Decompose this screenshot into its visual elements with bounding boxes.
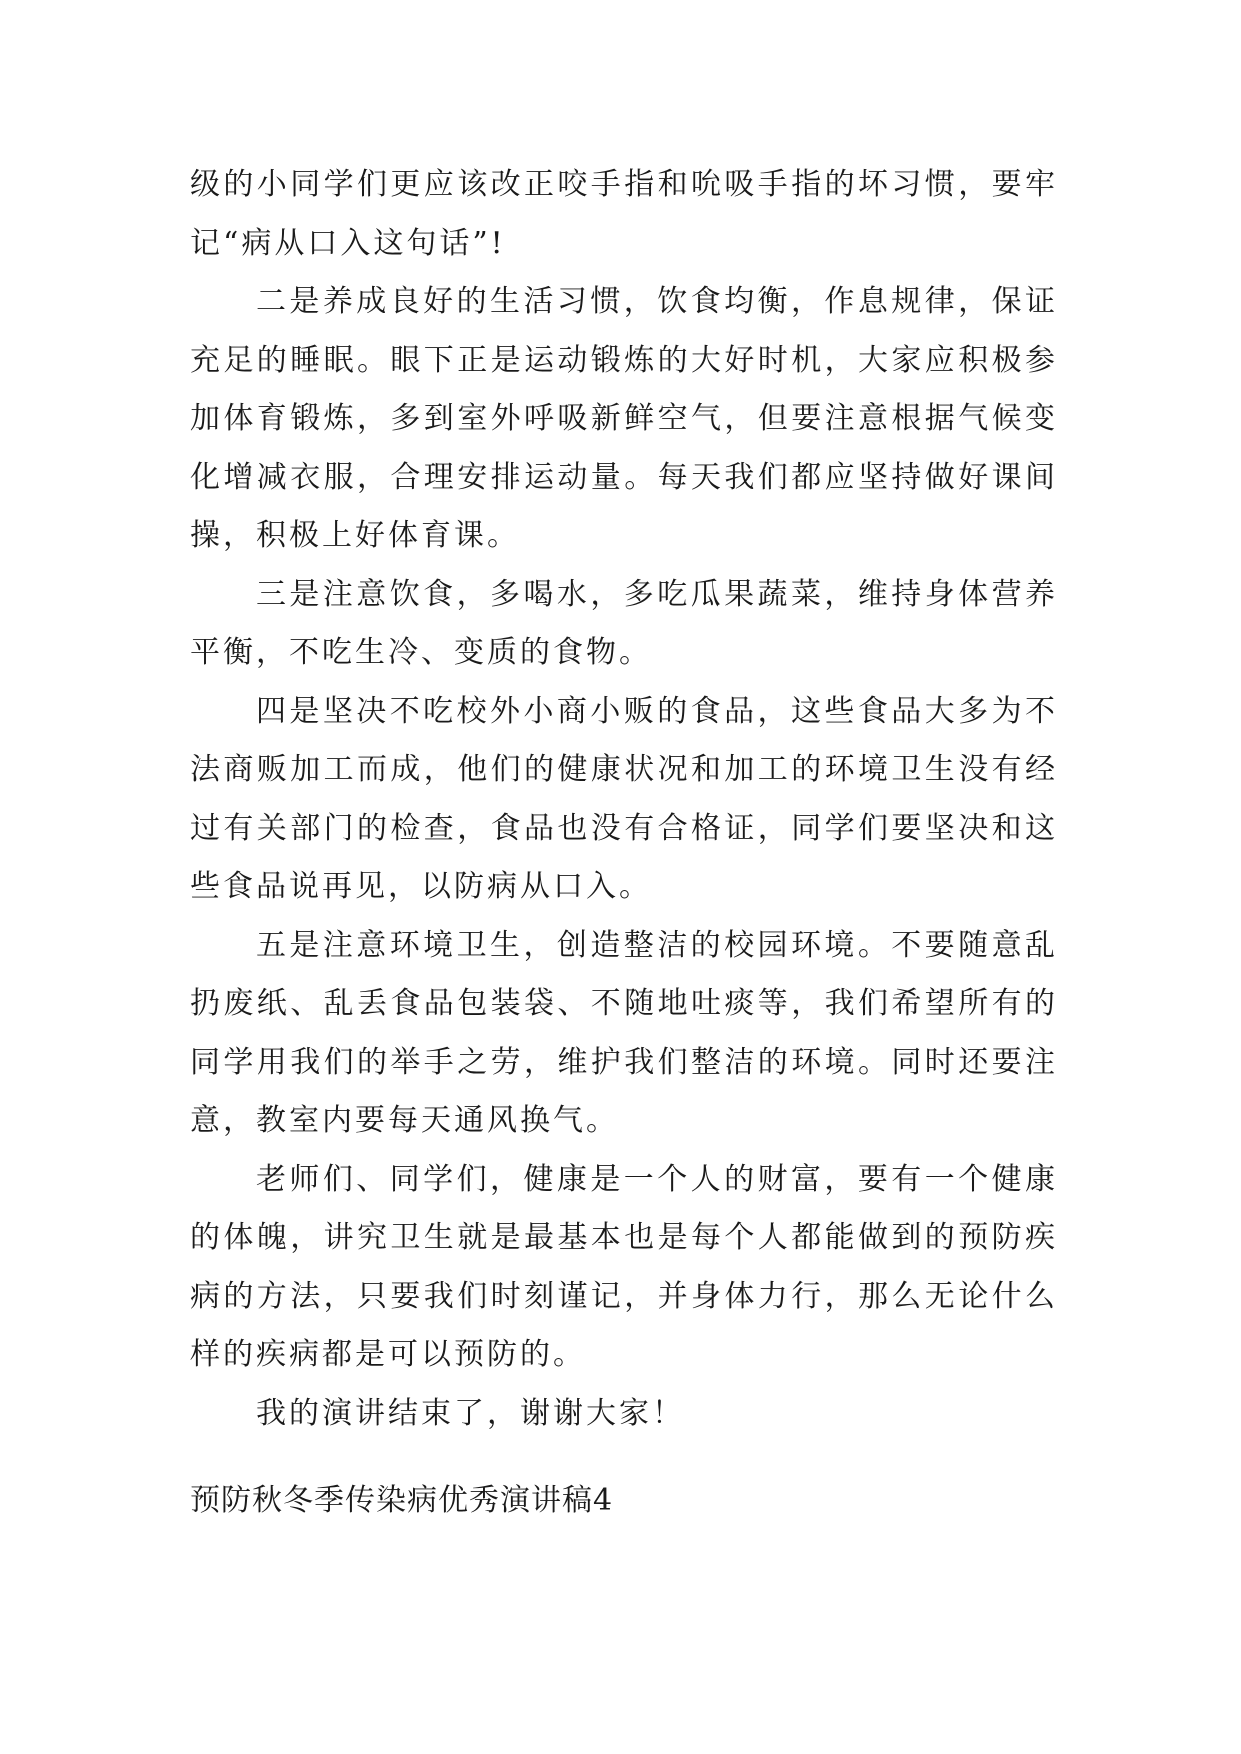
section-heading: 预防秋冬季传染病优秀演讲稿4 (190, 1483, 614, 1518)
paragraph-street-food: 四是坚决不吃校外小商小贩的食品，这些食品大多为不法商贩加工而成，他们的健康状况和加工的环境卫生没有经过有关部门的检查，食品也没有合格证，同学们要坚决和这些食品说再见，以防病从口入。 (190, 693, 1058, 904)
paragraph-environment: 五是注意环境卫生，创造整洁的校园环境。不要随意乱扔废纸、乱丢食品包装袋、不随地吐痰等，我们希望所有的同学用我们的举手之劳，维护我们整洁的环境。同时还要注意，教室内要每天通风换气。 (190, 927, 1058, 1138)
paragraph-continuation: 级的小同学们更应该改正咬手指和吮吸手指的坏习惯，要牢记“病从口入这句话”! (190, 167, 1058, 261)
paragraph-habits: 二是养成良好的生活习惯，饮食均衡，作息规律，保证充足的睡眠。眼下正是运动锻炼的大好时机，大家应积极参加体育锻炼，多到室外呼吸新鲜空气，但要注意根据气候变化增减衣服，合理安排运动量。每天我们都应坚持做好课间操，积极上好体育课。 (190, 284, 1058, 553)
paragraph-conclusion: 老师们、同学们，健康是一个人的财富，要有一个健康的体魄，讲究卫生就是最基本也是每个人都能做到的预防疾病的方法，只要我们时刻谨记，并身体力行，那么无论什么样的疾病都是可以预防的。 (190, 1161, 1058, 1372)
paragraph-diet: 三是注意饮食，多喝水，多吃瓜果蔬菜，维持身体营养平衡，不吃生冷、变质的食物。 (190, 576, 1058, 670)
body-text (190, 156, 1058, 1443)
paragraph-closing: 我的演讲结束了，谢谢大家！ (256, 1395, 685, 1431)
